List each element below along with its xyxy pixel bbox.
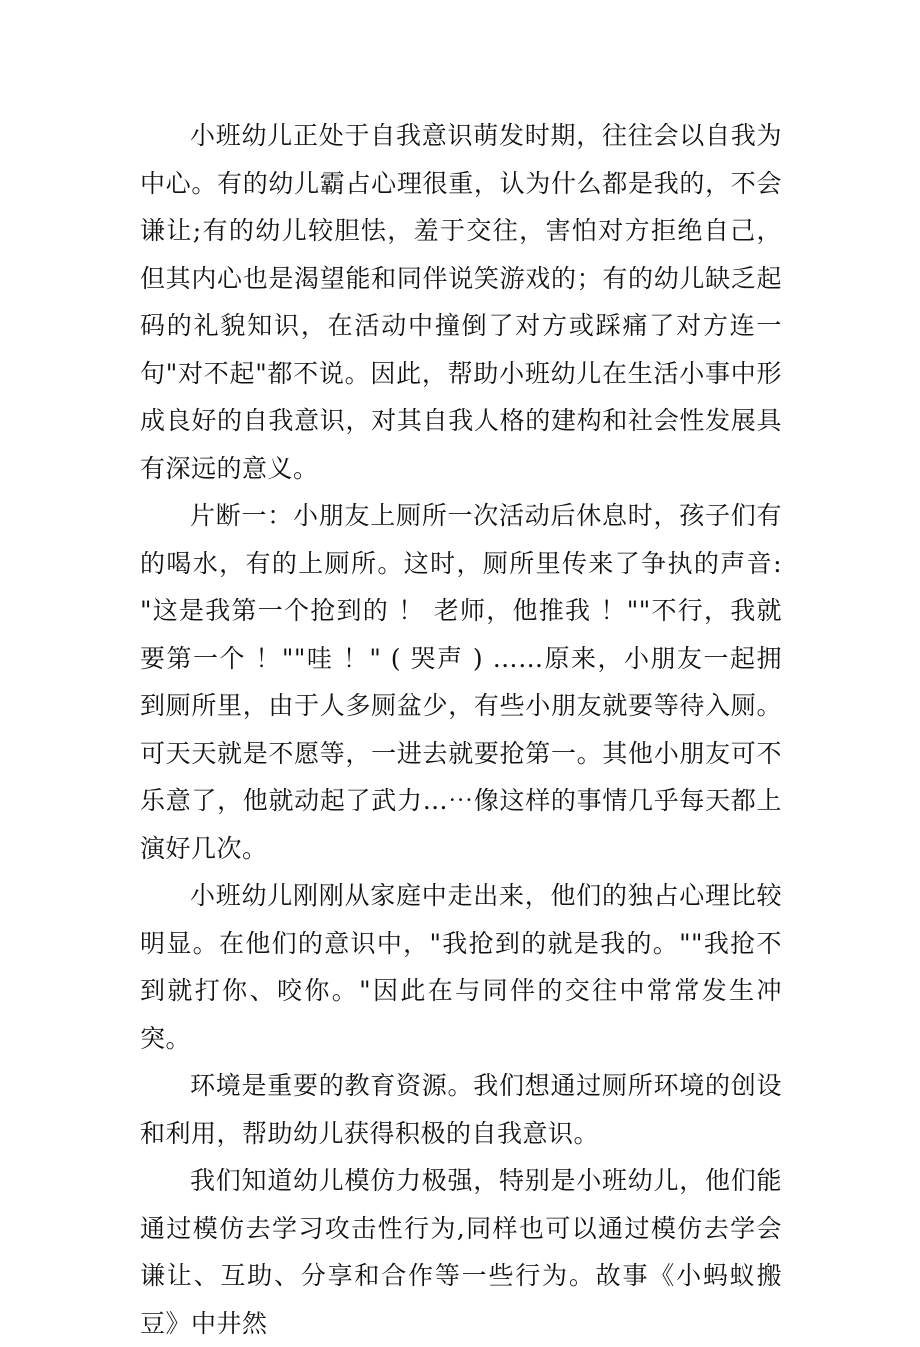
paragraph-episode-one: 片断一：小朋友上厕所一次活动后休息时，孩子们有的喝水，有的上厕所。这时，厕所里传来了争执的声音: "这是我第一个抢到的 ！ 老师，他推我 ！""不行，我就要第一个 ！""哇 ！" ( 哭声 ) ……原来，小朋友一起拥到厕所里，由于人多厕盆少，有些小朋友就要等待入厕。可天天就是不愿等，一进去就要抢第一。其他小朋友可不乐意了，他就动起了武力…⋯像这样的事情几乎每天都上演好几次。	[140, 501, 782, 863]
paragraph-intro: 小班幼儿正处于自我意识萌发时期，往往会以自我为中心。有的幼儿霸占心理很重，认为什么都是我的，不会谦让;有的幼儿较胆怯，羞于交往，害怕对方拒绝自己，但其内心也是渴望能和同伴说笑游戏的；有的幼儿缺乏起码的礼貌知识，在活动中撞倒了对方或踩痛了对方连一句"对不起"都不说。因此，帮助小班幼儿在生活小事中形成良好的自我意识，对其自我人格的建构和社会性发展具有深远的意义。	[140, 121, 782, 483]
document-body	[140, 112, 782, 1347]
paragraph-environment: 环境是重要的教育资源。我们想通过厕所环境的创设和利用，帮助幼儿获得积极的自我意识。	[140, 1071, 782, 1148]
paragraph-analysis: 小班幼儿刚刚从家庭中走出来，他们的独占心理比较明显。在他们的意识中，"我抢到的就是我的。""我抢不到就打你、咬你。"因此在与同伴的交往中常常发生冲突。	[140, 881, 782, 1053]
paragraph-imitation: 我们知道幼儿模仿力极强，特别是小班幼儿，他们能通过模仿去学习攻击性行为,同样也可以通过模仿去学会谦让、互助、分享和合作等一些行为。故事《小蚂蚁搬豆》中井然	[140, 1166, 782, 1338]
